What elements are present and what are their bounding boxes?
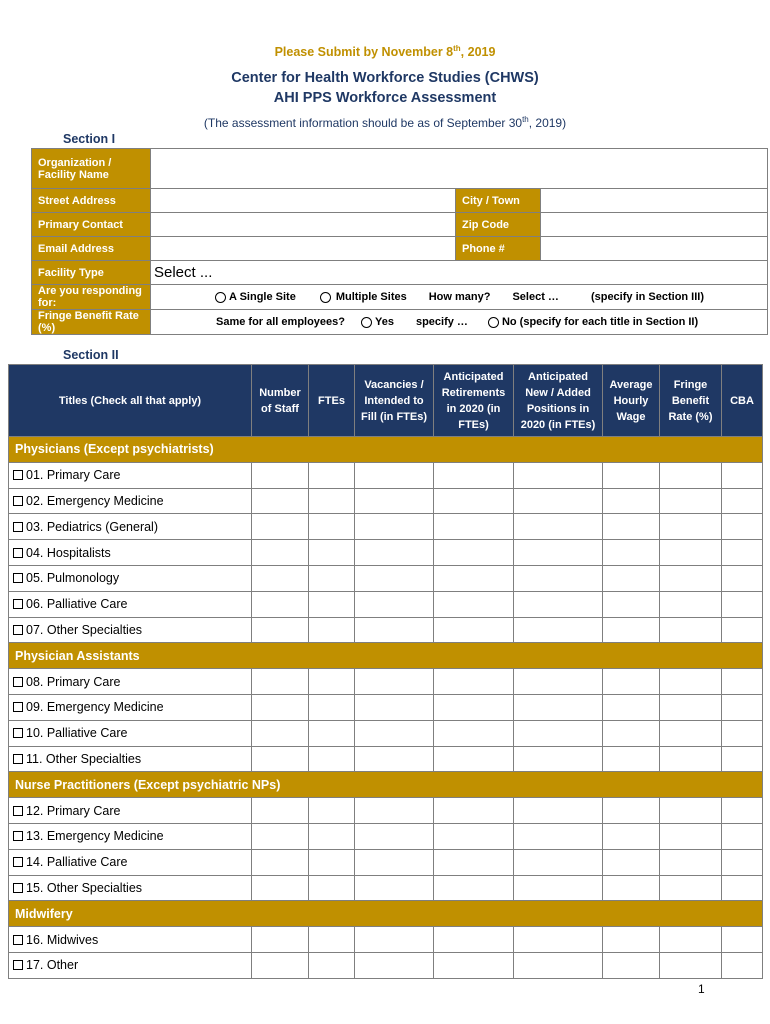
input-cell[interactable]	[434, 927, 514, 953]
yes-label: Yes	[375, 316, 394, 328]
input-cell[interactable]	[355, 952, 434, 978]
table-row	[9, 720, 763, 746]
input-cell[interactable]	[514, 514, 603, 540]
input-cell[interactable]	[355, 514, 434, 540]
title-checkbox[interactable]	[13, 754, 23, 764]
table-row	[9, 669, 763, 695]
table-row	[9, 540, 763, 566]
input-cell[interactable]	[660, 746, 722, 772]
input-cell[interactable]	[603, 565, 660, 591]
title-checkbox[interactable]	[13, 702, 23, 712]
input-cell[interactable]	[603, 849, 660, 875]
title-checkbox[interactable]	[13, 677, 23, 687]
column-header-8: CBA	[722, 365, 763, 437]
input-cell[interactable]	[355, 849, 434, 875]
input-cell[interactable]	[434, 540, 514, 566]
input-cell[interactable]	[514, 669, 603, 695]
table-row	[9, 746, 763, 772]
input-cell[interactable]	[603, 591, 660, 617]
primary-contact-field[interactable]	[151, 213, 456, 237]
title-checkbox[interactable]	[13, 496, 23, 506]
table-row	[9, 488, 763, 514]
page-title: Center for Health Workforce Studies (CHWS)	[231, 70, 539, 86]
input-cell[interactable]	[514, 488, 603, 514]
input-cell[interactable]	[722, 875, 763, 901]
title-label: 13. Emergency Medicine	[26, 829, 164, 844]
column-header-2: FTEs	[309, 365, 355, 437]
input-cell[interactable]	[722, 694, 763, 720]
title-cell	[9, 565, 252, 591]
table-row	[9, 875, 763, 901]
how-many-label: How many?	[428, 291, 491, 303]
title-label: 01. Primary Care	[26, 468, 121, 483]
input-cell[interactable]	[603, 823, 660, 849]
table-row	[9, 823, 763, 849]
title-checkbox[interactable]	[13, 831, 23, 841]
table-row	[9, 617, 763, 643]
table-row	[9, 462, 763, 488]
category-label: Physician Assistants	[9, 643, 763, 669]
input-cell[interactable]	[309, 798, 355, 824]
input-cell[interactable]	[434, 488, 514, 514]
title-cell	[9, 488, 252, 514]
input-cell[interactable]	[434, 514, 514, 540]
input-cell[interactable]	[434, 617, 514, 643]
input-cell[interactable]	[434, 720, 514, 746]
email-label: Email Address	[32, 237, 151, 261]
org-name-field[interactable]	[151, 149, 768, 189]
title-checkbox[interactable]	[13, 728, 23, 738]
input-cell[interactable]	[722, 746, 763, 772]
input-cell[interactable]	[660, 617, 722, 643]
input-cell[interactable]	[660, 669, 722, 695]
no-radio[interactable]	[488, 317, 499, 328]
input-cell[interactable]	[603, 540, 660, 566]
input-cell[interactable]	[355, 694, 434, 720]
category-label: Midwifery	[9, 901, 763, 927]
title-cell	[9, 798, 252, 824]
table-row	[9, 952, 763, 978]
input-cell[interactable]	[514, 617, 603, 643]
input-cell[interactable]	[660, 565, 722, 591]
single-site-label: A Single Site	[229, 291, 296, 303]
input-cell[interactable]	[309, 591, 355, 617]
input-cell[interactable]	[722, 720, 763, 746]
input-cell[interactable]	[603, 462, 660, 488]
multiple-sites-label: Multiple Sites	[335, 291, 407, 303]
title-cell	[9, 720, 252, 746]
multiple-sites-radio[interactable]	[320, 292, 331, 303]
input-cell[interactable]	[603, 952, 660, 978]
title-checkbox[interactable]	[13, 470, 23, 480]
input-cell[interactable]	[309, 849, 355, 875]
input-cell[interactable]	[252, 514, 309, 540]
input-cell[interactable]	[603, 694, 660, 720]
input-cell[interactable]	[722, 617, 763, 643]
input-cell[interactable]	[252, 823, 309, 849]
input-cell[interactable]	[722, 565, 763, 591]
facility-type-select[interactable]	[151, 261, 768, 285]
title-label: 14. Palliative Care	[26, 855, 128, 870]
input-cell[interactable]	[514, 720, 603, 746]
input-cell[interactable]	[309, 823, 355, 849]
input-cell[interactable]	[660, 875, 722, 901]
input-cell[interactable]	[309, 462, 355, 488]
title-label: 04. Hospitalists	[26, 545, 111, 560]
title-checkbox[interactable]	[13, 625, 23, 635]
facility-type-value: Select ...	[154, 264, 213, 281]
input-cell[interactable]	[434, 591, 514, 617]
responding-label: Are you responding for:	[32, 285, 151, 310]
input-cell[interactable]	[603, 875, 660, 901]
table-row	[9, 798, 763, 824]
title-checkbox[interactable]	[13, 573, 23, 583]
input-cell[interactable]	[309, 952, 355, 978]
input-cell[interactable]	[309, 488, 355, 514]
input-cell[interactable]	[660, 952, 722, 978]
input-cell[interactable]	[355, 927, 434, 953]
phone-label: Phone #	[456, 237, 541, 261]
single-site-radio[interactable]	[215, 292, 226, 303]
column-header-7: Fringe Benefit Rate (%)	[660, 365, 722, 437]
facility-type-label: Facility Type	[32, 261, 151, 285]
title-label: 17. Other	[26, 958, 79, 973]
input-cell[interactable]	[309, 514, 355, 540]
category-row	[9, 901, 763, 927]
input-cell[interactable]	[355, 565, 434, 591]
title-checkbox[interactable]	[13, 522, 23, 532]
input-cell[interactable]	[252, 849, 309, 875]
as-of-note: (The assessment information should be as of September 30th, 2019)	[203, 115, 567, 130]
column-header-5: Anticipated New / Added Positions in 2020 (in FTEs)	[514, 365, 603, 437]
title-checkbox[interactable]	[13, 548, 23, 558]
input-cell[interactable]	[514, 798, 603, 824]
street-address-field[interactable]	[151, 189, 456, 213]
input-cell[interactable]	[434, 669, 514, 695]
input-cell[interactable]	[252, 462, 309, 488]
input-cell[interactable]	[660, 798, 722, 824]
input-cell[interactable]	[660, 591, 722, 617]
input-cell[interactable]	[355, 720, 434, 746]
title-label: 11. Other Specialties	[26, 751, 142, 766]
input-cell[interactable]	[355, 823, 434, 849]
input-cell[interactable]	[660, 927, 722, 953]
input-cell[interactable]	[660, 849, 722, 875]
title-cell	[9, 927, 252, 953]
page-number: 1	[698, 982, 705, 996]
phone-field[interactable]	[541, 237, 768, 261]
table-row	[9, 565, 763, 591]
input-cell[interactable]	[252, 746, 309, 772]
table-row	[9, 849, 763, 875]
title-label: 09. Emergency Medicine	[26, 700, 164, 715]
title-cell	[9, 694, 252, 720]
table-row	[9, 927, 763, 953]
section-2-table	[8, 364, 763, 979]
title-cell	[9, 746, 252, 772]
table-header-row	[9, 365, 763, 437]
input-cell[interactable]	[722, 798, 763, 824]
category-row	[9, 643, 763, 669]
input-cell[interactable]	[252, 927, 309, 953]
same-for-all-label: Same for all employees?	[216, 316, 345, 328]
input-cell[interactable]	[355, 488, 434, 514]
submit-deadline: Please Submit by November 8th, 2019	[274, 43, 496, 59]
input-cell[interactable]	[514, 823, 603, 849]
input-cell[interactable]	[309, 927, 355, 953]
column-header-6: Average Hourly Wage	[603, 365, 660, 437]
section-2-label: Section II	[63, 348, 119, 362]
input-cell[interactable]	[603, 720, 660, 746]
title-label: 07. Other Specialties	[26, 622, 143, 637]
no-label: No (specify for each title in Section II)	[501, 316, 699, 328]
input-cell[interactable]	[309, 540, 355, 566]
title-label: 08. Primary Care	[26, 674, 121, 689]
input-cell[interactable]	[722, 952, 763, 978]
input-cell[interactable]	[722, 488, 763, 514]
title-label: 15. Other Specialties	[26, 880, 143, 895]
input-cell[interactable]	[434, 849, 514, 875]
input-cell[interactable]	[722, 462, 763, 488]
category-row	[9, 772, 763, 798]
input-cell[interactable]	[434, 694, 514, 720]
input-cell[interactable]	[355, 746, 434, 772]
input-cell[interactable]	[355, 591, 434, 617]
input-cell[interactable]	[309, 720, 355, 746]
input-cell[interactable]	[514, 462, 603, 488]
section-1-label: Section I	[63, 132, 116, 146]
input-cell[interactable]	[722, 514, 763, 540]
title-cell	[9, 540, 252, 566]
zip-label: Zip Code	[456, 213, 541, 237]
input-cell[interactable]	[514, 540, 603, 566]
input-cell[interactable]	[722, 927, 763, 953]
table-row	[9, 694, 763, 720]
title-checkbox[interactable]	[13, 857, 23, 867]
input-cell[interactable]	[355, 669, 434, 695]
input-cell[interactable]	[603, 746, 660, 772]
column-header-4: Anticipated Retirements in 2020 (in FTEs)	[434, 365, 514, 437]
input-cell[interactable]	[355, 875, 434, 901]
input-cell[interactable]	[309, 669, 355, 695]
title-cell	[9, 514, 252, 540]
input-cell[interactable]	[355, 798, 434, 824]
input-cell[interactable]	[434, 875, 514, 901]
input-cell[interactable]	[434, 952, 514, 978]
input-cell[interactable]	[434, 565, 514, 591]
primary-contact-label: Primary Contact	[32, 213, 151, 237]
category-label: Physicians (Except psychiatrists)	[9, 437, 763, 463]
input-cell[interactable]	[309, 746, 355, 772]
specify-section3-note: (specify in Section III)	[590, 291, 705, 303]
title-label: 16. Midwives	[26, 932, 99, 947]
input-cell[interactable]	[355, 540, 434, 566]
input-cell[interactable]	[355, 462, 434, 488]
title-label: 03. Pediatrics (General)	[26, 519, 159, 534]
input-cell[interactable]	[660, 488, 722, 514]
input-cell[interactable]	[603, 798, 660, 824]
street-address-label: Street Address	[32, 189, 151, 213]
input-cell[interactable]	[309, 565, 355, 591]
title-label: 02. Emergency Medicine	[26, 493, 164, 508]
input-cell[interactable]	[603, 514, 660, 540]
input-cell[interactable]	[660, 462, 722, 488]
input-cell[interactable]	[309, 875, 355, 901]
title-cell	[9, 462, 252, 488]
zip-field[interactable]	[541, 213, 768, 237]
input-cell[interactable]	[252, 952, 309, 978]
column-header-1: Number of Staff	[252, 365, 309, 437]
input-cell[interactable]	[660, 720, 722, 746]
fringe-rate-label: Fringe Benefit Rate (%)	[32, 310, 151, 335]
page-subtitle: AHI PPS Workforce Assessment	[273, 90, 497, 106]
column-header-3: Vacancies / Intended to Fill (in FTEs)	[355, 365, 434, 437]
input-cell[interactable]	[252, 875, 309, 901]
input-cell[interactable]	[722, 669, 763, 695]
input-cell[interactable]	[722, 823, 763, 849]
input-cell[interactable]	[252, 694, 309, 720]
input-cell[interactable]	[514, 849, 603, 875]
input-cell[interactable]	[660, 540, 722, 566]
input-cell[interactable]	[660, 823, 722, 849]
input-cell[interactable]	[603, 617, 660, 643]
email-field[interactable]	[151, 237, 456, 261]
title-cell	[9, 669, 252, 695]
title-cell	[9, 875, 252, 901]
input-cell[interactable]	[660, 514, 722, 540]
title-cell	[9, 849, 252, 875]
input-cell[interactable]	[603, 927, 660, 953]
input-cell[interactable]	[252, 720, 309, 746]
input-cell[interactable]	[514, 746, 603, 772]
city-label: City / Town	[456, 189, 541, 213]
input-cell[interactable]	[722, 591, 763, 617]
city-field[interactable]	[541, 189, 768, 213]
input-cell[interactable]	[514, 875, 603, 901]
input-cell[interactable]	[355, 617, 434, 643]
table-row	[9, 514, 763, 540]
input-cell[interactable]	[722, 540, 763, 566]
input-cell[interactable]	[514, 694, 603, 720]
org-name-label: Organization / Facility Name	[32, 149, 151, 189]
input-cell[interactable]	[514, 927, 603, 953]
input-cell[interactable]	[252, 617, 309, 643]
title-label: 06. Palliative Care	[26, 597, 128, 612]
table-row	[9, 591, 763, 617]
input-cell[interactable]	[252, 565, 309, 591]
input-cell[interactable]	[252, 540, 309, 566]
input-cell[interactable]	[434, 823, 514, 849]
title-label: 10. Palliative Care	[26, 726, 128, 741]
title-checkbox[interactable]	[13, 599, 23, 609]
input-cell[interactable]	[603, 488, 660, 514]
column-header-0: Titles (Check all that apply)	[9, 365, 252, 437]
input-cell[interactable]	[309, 694, 355, 720]
input-cell[interactable]	[660, 694, 722, 720]
input-cell[interactable]	[252, 669, 309, 695]
title-cell	[9, 952, 252, 978]
input-cell[interactable]	[252, 798, 309, 824]
fringe-specify-field[interactable]: specify …	[415, 316, 468, 328]
input-cell[interactable]	[514, 565, 603, 591]
input-cell[interactable]	[722, 849, 763, 875]
input-cell[interactable]	[603, 669, 660, 695]
input-cell[interactable]	[252, 488, 309, 514]
title-label: 12. Primary Care	[26, 803, 121, 818]
site-count-select[interactable]: Select …	[512, 291, 559, 303]
input-cell[interactable]	[434, 798, 514, 824]
title-cell	[9, 591, 252, 617]
section-1-form	[31, 148, 768, 335]
title-cell	[9, 617, 252, 643]
title-label: 05. Pulmonology	[26, 571, 120, 586]
title-cell	[9, 823, 252, 849]
input-cell[interactable]	[309, 617, 355, 643]
title-checkbox[interactable]	[13, 935, 23, 945]
title-checkbox[interactable]	[13, 960, 23, 970]
input-cell[interactable]	[514, 952, 603, 978]
input-cell[interactable]	[434, 462, 514, 488]
category-row	[9, 437, 763, 463]
yes-radio[interactable]	[361, 317, 372, 328]
title-checkbox[interactable]	[13, 806, 23, 816]
input-cell[interactable]	[252, 591, 309, 617]
category-label: Nurse Practitioners (Except psychiatric NPs)	[9, 772, 763, 798]
input-cell[interactable]	[514, 591, 603, 617]
input-cell[interactable]	[434, 746, 514, 772]
title-checkbox[interactable]	[13, 883, 23, 893]
